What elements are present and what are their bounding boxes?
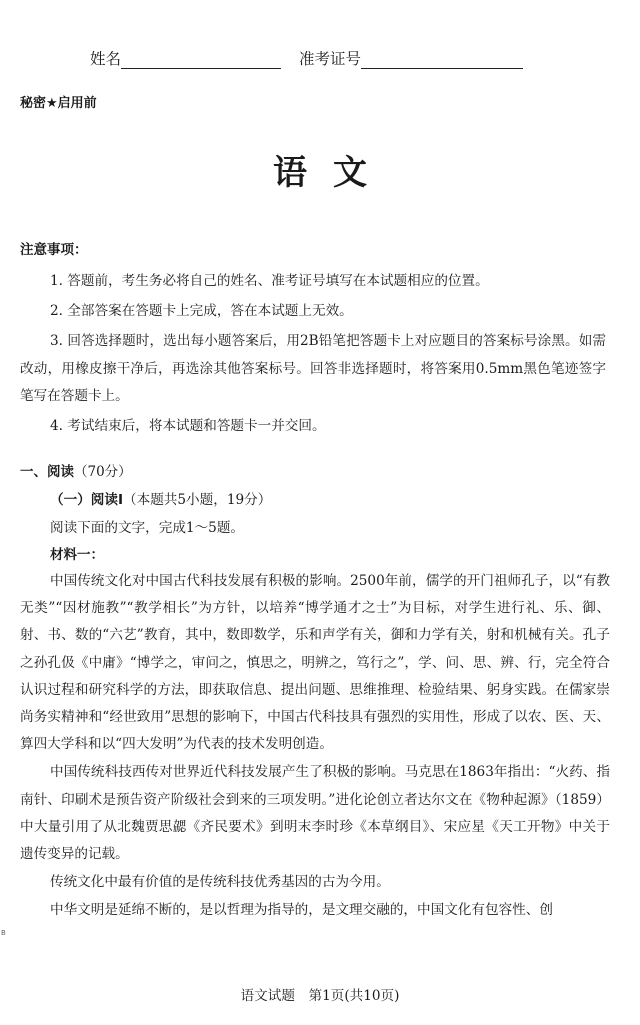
name-label: 姓名 xyxy=(90,50,122,68)
paragraph: 中国传统文化对中国古代科技发展有积极的影响。2500年前，儒学的开门祖师孔子，以“有教无类”“因材施教”“教学相长”为方针，以培养“博学通才之士”为目标，对学生进行礼、乐、御、射、书、数的“六艺”教育，其中，数即数学，乐和声学有关，御和力学有关，射和机械有关。孔子之孙孔伋《中庸》“博学之，审问之，慎思之，明辨之，笃行之”，学、问、思、辨、行，完全符合认识过程和研究科学的方法，即获取信息、提出问题、思维推理、检验结果、躬身实践。在儒家崇尚务实精神和“经世致用”思想的影响下，中国古代科技具有强烈的实用性，形成了以农、医、天、算四大学科和以“四大发明”为代表的技术发明创造。 xyxy=(20,573,610,753)
name-blank-line xyxy=(121,52,281,69)
paragraph: 传统文化中最有价值的是传统科技优秀基因的古为今用。 xyxy=(50,874,390,891)
subject-title: 语文 xyxy=(273,153,393,193)
reading-instruction: 阅读下面的文字，完成1～5题。 xyxy=(50,520,245,536)
exam-id-blank-line xyxy=(361,52,523,69)
candidate-info-row xyxy=(90,47,530,69)
secret-label: 秘密★启用前 xyxy=(20,96,97,111)
notice-item: 2. 全部答案在答题卡上完成，答在本试题上无效。 xyxy=(50,303,353,320)
section-score: （70分） xyxy=(74,464,132,480)
section-title: 一、阅读 xyxy=(20,464,74,480)
subsection-heading xyxy=(50,488,271,508)
notice-item: 4. 考试结束后，将本试题和答题卡一并交回。 xyxy=(50,418,326,435)
material-label: 材料一： xyxy=(50,547,104,563)
subsection-detail: （本题共5小题，19分） xyxy=(123,492,272,508)
notice-heading: 注意事项： xyxy=(20,242,88,258)
paragraph: 中华文明是延绵不断的，是以哲理为指导的，是文理交融的，中国文化有包容性、创 xyxy=(50,902,553,919)
edge-mark: B xyxy=(1,929,6,937)
subsection-title: （一）阅读Ⅰ xyxy=(50,492,124,508)
notice-list xyxy=(20,268,606,443)
paragraph: 中国传统科技西传对世界近代科技发展产生了积极的影响。马克思在1863年指出：“火药、指南针、印刷术是预告资产阶级社会到来的三项发明。”进化论创立者达尔文在《物种起源》（1859）中大量引用了从北魏贾思勰《齐民要术》到明末李时珍《本草纲目》、宋应星《天工开物》中关于遗传变异的记载。 xyxy=(20,764,610,863)
notice-item: 3. 回答选择题时，选出每小题答案后，用2B铅笔把答题卡上对应题目的答案标号涂黑。如需改动，用橡皮擦干净后，再选涂其他答案标号。回答非选择题时，将答案用0.5mm黑色笔迹签字笔写在答题卡上。 xyxy=(20,333,606,404)
notice-item: 1. 答题前，考生务必将自己的姓名、准考证号填写在本试题相应的位置。 xyxy=(50,273,489,289)
material-text xyxy=(20,568,610,926)
exam-id-label: 准考证号 xyxy=(299,50,362,68)
page-footer: 语文试题 第1页(共10页) xyxy=(240,988,400,1004)
section-heading xyxy=(20,460,132,480)
